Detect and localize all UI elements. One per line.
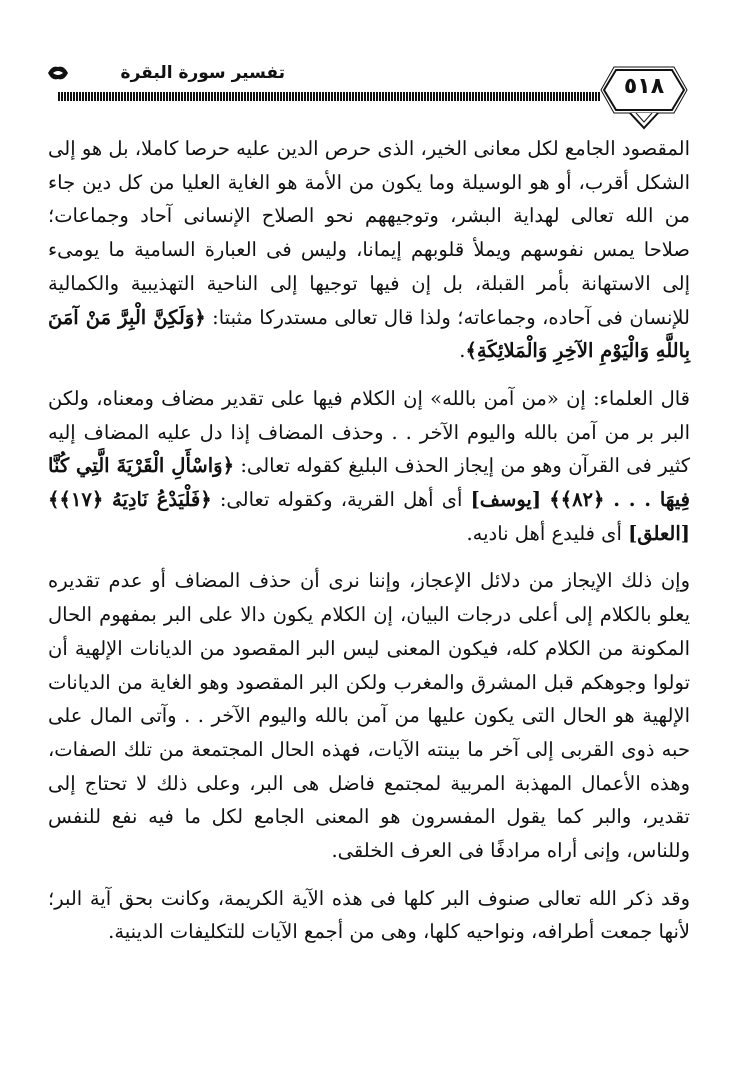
paragraph-text: أى فليدع أهل ناديه.: [466, 521, 629, 545]
tafsir-body: [48, 132, 690, 1076]
ornament-icon: [46, 64, 70, 82]
paragraph: [48, 382, 690, 551]
quran-verse: ﴿وَلَكِنَّ الْبِرَّ مَنْ آمَنَ بِاللَّهِ وَالْيَوْمِ الآخِرِ وَالْمَلائِكَةِ﴾: [48, 305, 690, 363]
sura-reference: [العلق]: [628, 521, 690, 545]
paragraph-text: .: [459, 339, 466, 363]
paragraph-text: أى أهل القرية، وكقوله تعالى:: [211, 488, 471, 512]
page-number: ٥١٨: [623, 74, 665, 99]
sura-reference: [يوسف]: [470, 488, 542, 512]
quran-verse: ﴿وَاسْأَلِ الْقَرْيَةَ الَّتِي كُنَّا فِيهَا . . . ﴿٨٢﴾﴾: [48, 454, 690, 512]
quran-verse: ﴿فَلْيَدْعُ نَادِيَهُ ﴿١٧﴾﴾: [48, 488, 212, 512]
paragraph-text: المقصود الجامع لكل معانى الخير، الذى حرص الدين عليه حرصا كاملا، بل هو إلى الشكل أقرب، أو هو الوسيلة وما يكون من الأمة هو الغاية العليا من كل دين جاء من الله تعالى لهداية البشر، وتوجيههم نحو الصلاح الإنسانى آحاد وجماعات؛ صلاحا يمس نفوسهم ويملأ قلوبهم إيمانا، وليس فى العبارة السامية ما يومىء إلى الاستهانة بأمر القبلة، بل إن فيها توجيها إلى الناحية التهذيبية والكمالية للإنسان فى آحاده، وجماعاته؛ ولذا قال تعالى مستدركا مثبتا:: [48, 137, 690, 329]
header-divider: [58, 92, 600, 101]
page-header: [0, 0, 736, 130]
paragraph: وقد ذكر الله تعالى صنوف البر كلها فى هذه الآية الكريمة، وكانت بحق آية البر؛ لأنها جمعت أطرافه، ونواحيه كلها، وهى من أجمع الآيات للتكليفات الدينية.: [48, 886, 690, 944]
running-title: تفسير سورة البقرة: [120, 63, 285, 83]
paragraph: وإن ذلك الإيجاز من دلائل الإعجاز، وإننا نرى أن حذف المضاف أو عدم تقديره يعلو بالكلام إلى أعلى درجات البيان، إن الكلام يكون دالا على البر بمفهوم الحال المكونة من الكلام كله، فيكون المعنى ليس البر المقصود من الديانات الإلهية أن تولوا وجوهكم قبل المشرق والمغرب ولكن البر المقصود وهو الغاية من الديانات الإلهية هو الحال التى يكون عليها من آمن بالله واليوم الآخر . . وآتى المال على حبه ذوى القربى إلى آخر ما بينته الآيات، فهذه الحال المجتمعة من تلك الصفات، وهذه الأعمال المهذبة المربية لمجتمع فاضل هى البر، وعلى ذلك لا تحتاج إلى تقدير، والبر كما يقول المفسرون هو المعنى الجامع لكل ما فيه نفع للنفس وللناس، وإنى أراه مرادفًا فى العرف الخلقى.: [48, 569, 690, 863]
paragraph: [48, 132, 690, 368]
paragraph-text: قال العلماء: إن «من آمن بالله» إن الكلام فيها على تقدير مضاف ومعناه، ولكن البر بر من آمن بالله واليوم الآخر . . وحذف المضاف إذا دل عليه المضاف إليه كثير فى القرآن وهو من إيجاز الحذف البليغ كقوله تعالى:: [48, 386, 691, 478]
